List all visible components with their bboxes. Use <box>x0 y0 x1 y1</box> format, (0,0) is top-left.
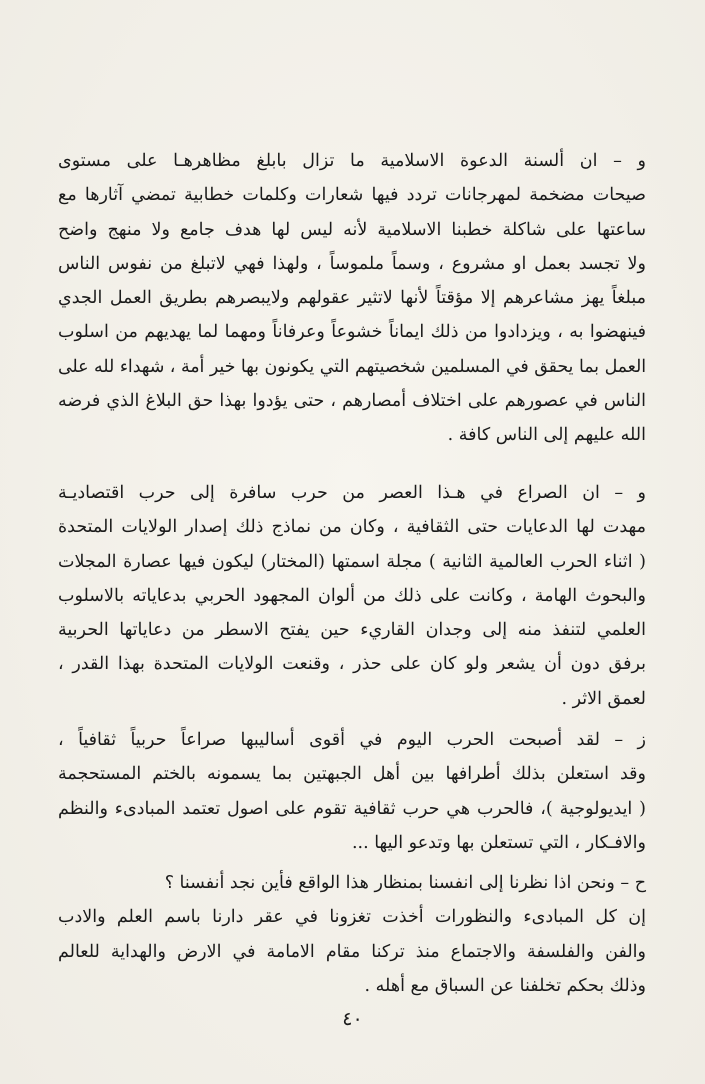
text-line: والافـكار ، التي تستعلن بها وتدعو اليها ... <box>351 832 646 853</box>
text-line: العلمي لتنفذ منه إلى وجدان القاريء حين يفتح الاسطر من دعاياتها الحربية <box>58 620 646 641</box>
paragraph-waw-1 <box>58 144 646 453</box>
text-line: والفن والفلسفة والاجتماع منذ تركنا مقام الامامة في الارض والهداية للعالم <box>58 941 646 962</box>
text-line: فينهضوا به ، ويزدادوا من ذلك ايماناً خشوعاً وعرفاناً ومهما لما يهديهم من اسلوب <box>58 322 646 343</box>
text-line: والبحوث الهامة ، وكانت على ذلك من ألوان المجهود الحربي بدعاياته بالاسلوب <box>58 585 646 606</box>
text-line: صيحات مضخمة لمهرجانات تردد فيها شعارات وكلمات خطابية تمضي آثارها مع <box>58 185 646 206</box>
text-line: ساعتها على شاكلة خطبنا الاسلامية لأنه ليس لها هدف جامع ولا منهج واضح <box>58 219 646 240</box>
text-line: ( ايديولوجية )، فالحرب هي حرب ثقافية تقوم على اصول تعتمد المبادىء والنظم <box>58 798 646 819</box>
text-line: و – ان الصراع في هـذا العصر من حرب سافرة إلى حرب اقتصاديـة <box>58 483 646 503</box>
text-line: وذلك بحكم تخلفنا عن السباق مع أهله . <box>364 975 646 996</box>
text-line: العمل بما يحقق في المسلمين شخصيتهم التي يكونون بها خير أمة ، شهداء لله على <box>58 356 646 377</box>
text-line: الناس في عصورهم على اختلاف أمصارهم ، حتى يؤدوا بهذا حق البلاغ الذي فرضه <box>58 391 646 412</box>
paragraph-ha <box>58 866 646 1003</box>
text-line: مبلغاً يهز مشاعرهم إلا مؤقتاً لأنها لاتثير عقولهم ولايبصرهم بطريق العمل الجدي <box>58 288 646 309</box>
text-line: مهدت لها الدعايات حتى الثقافية ، وكان من نماذج ذلك إصدار الولايات المتحدة <box>58 517 646 538</box>
text-line: و – ان ألسنة الدعوة الاسلامية ما تزال بابلغ مظاهرهـا على مستوى <box>58 151 646 171</box>
text-line: لعمق الاثر . <box>561 688 646 709</box>
text-line: برفق دون أن يشعر ولو كان على حذر ، وقنعت الولايات المتحدة بهذا القدر ، <box>58 654 646 675</box>
text-line: ولا تجسد بعمل او مشروع ، وسماً ملموساً ، ولهذا فهي لاتبلغ من نفوس الناس <box>58 253 646 274</box>
text-line: ( اثناء الحرب العالمية الثانية ) مجلة اسمتها (المختار) ليكون فيها عصارة المجلات <box>58 551 646 572</box>
text-line: إن كل المبادىء والنظورات أخذت تغزونا في عقر دارنا باسم العلم والادب <box>58 907 646 928</box>
text-line: الله عليهم إلى الناس كافة . <box>447 425 646 446</box>
page-number: ٤٠ <box>342 1008 363 1030</box>
text-line: ح – ونحن اذا نظرنا إلى انفسنا بمنظار هذا الواقع فأين نجد أنفسنا ؟ <box>164 873 646 893</box>
text-line: ز – لقد أصبحت الحرب اليوم في أقوى أساليبها صراعاً حربياً ثقافياً ، <box>58 730 646 750</box>
text-line: وقد استعلن بذلك أطرافها بين أهل الجبهتين بما يسمونه بالختم المستحجمة <box>58 764 646 785</box>
paragraph-zay <box>58 723 646 860</box>
paragraph-waw-2 <box>58 476 646 716</box>
